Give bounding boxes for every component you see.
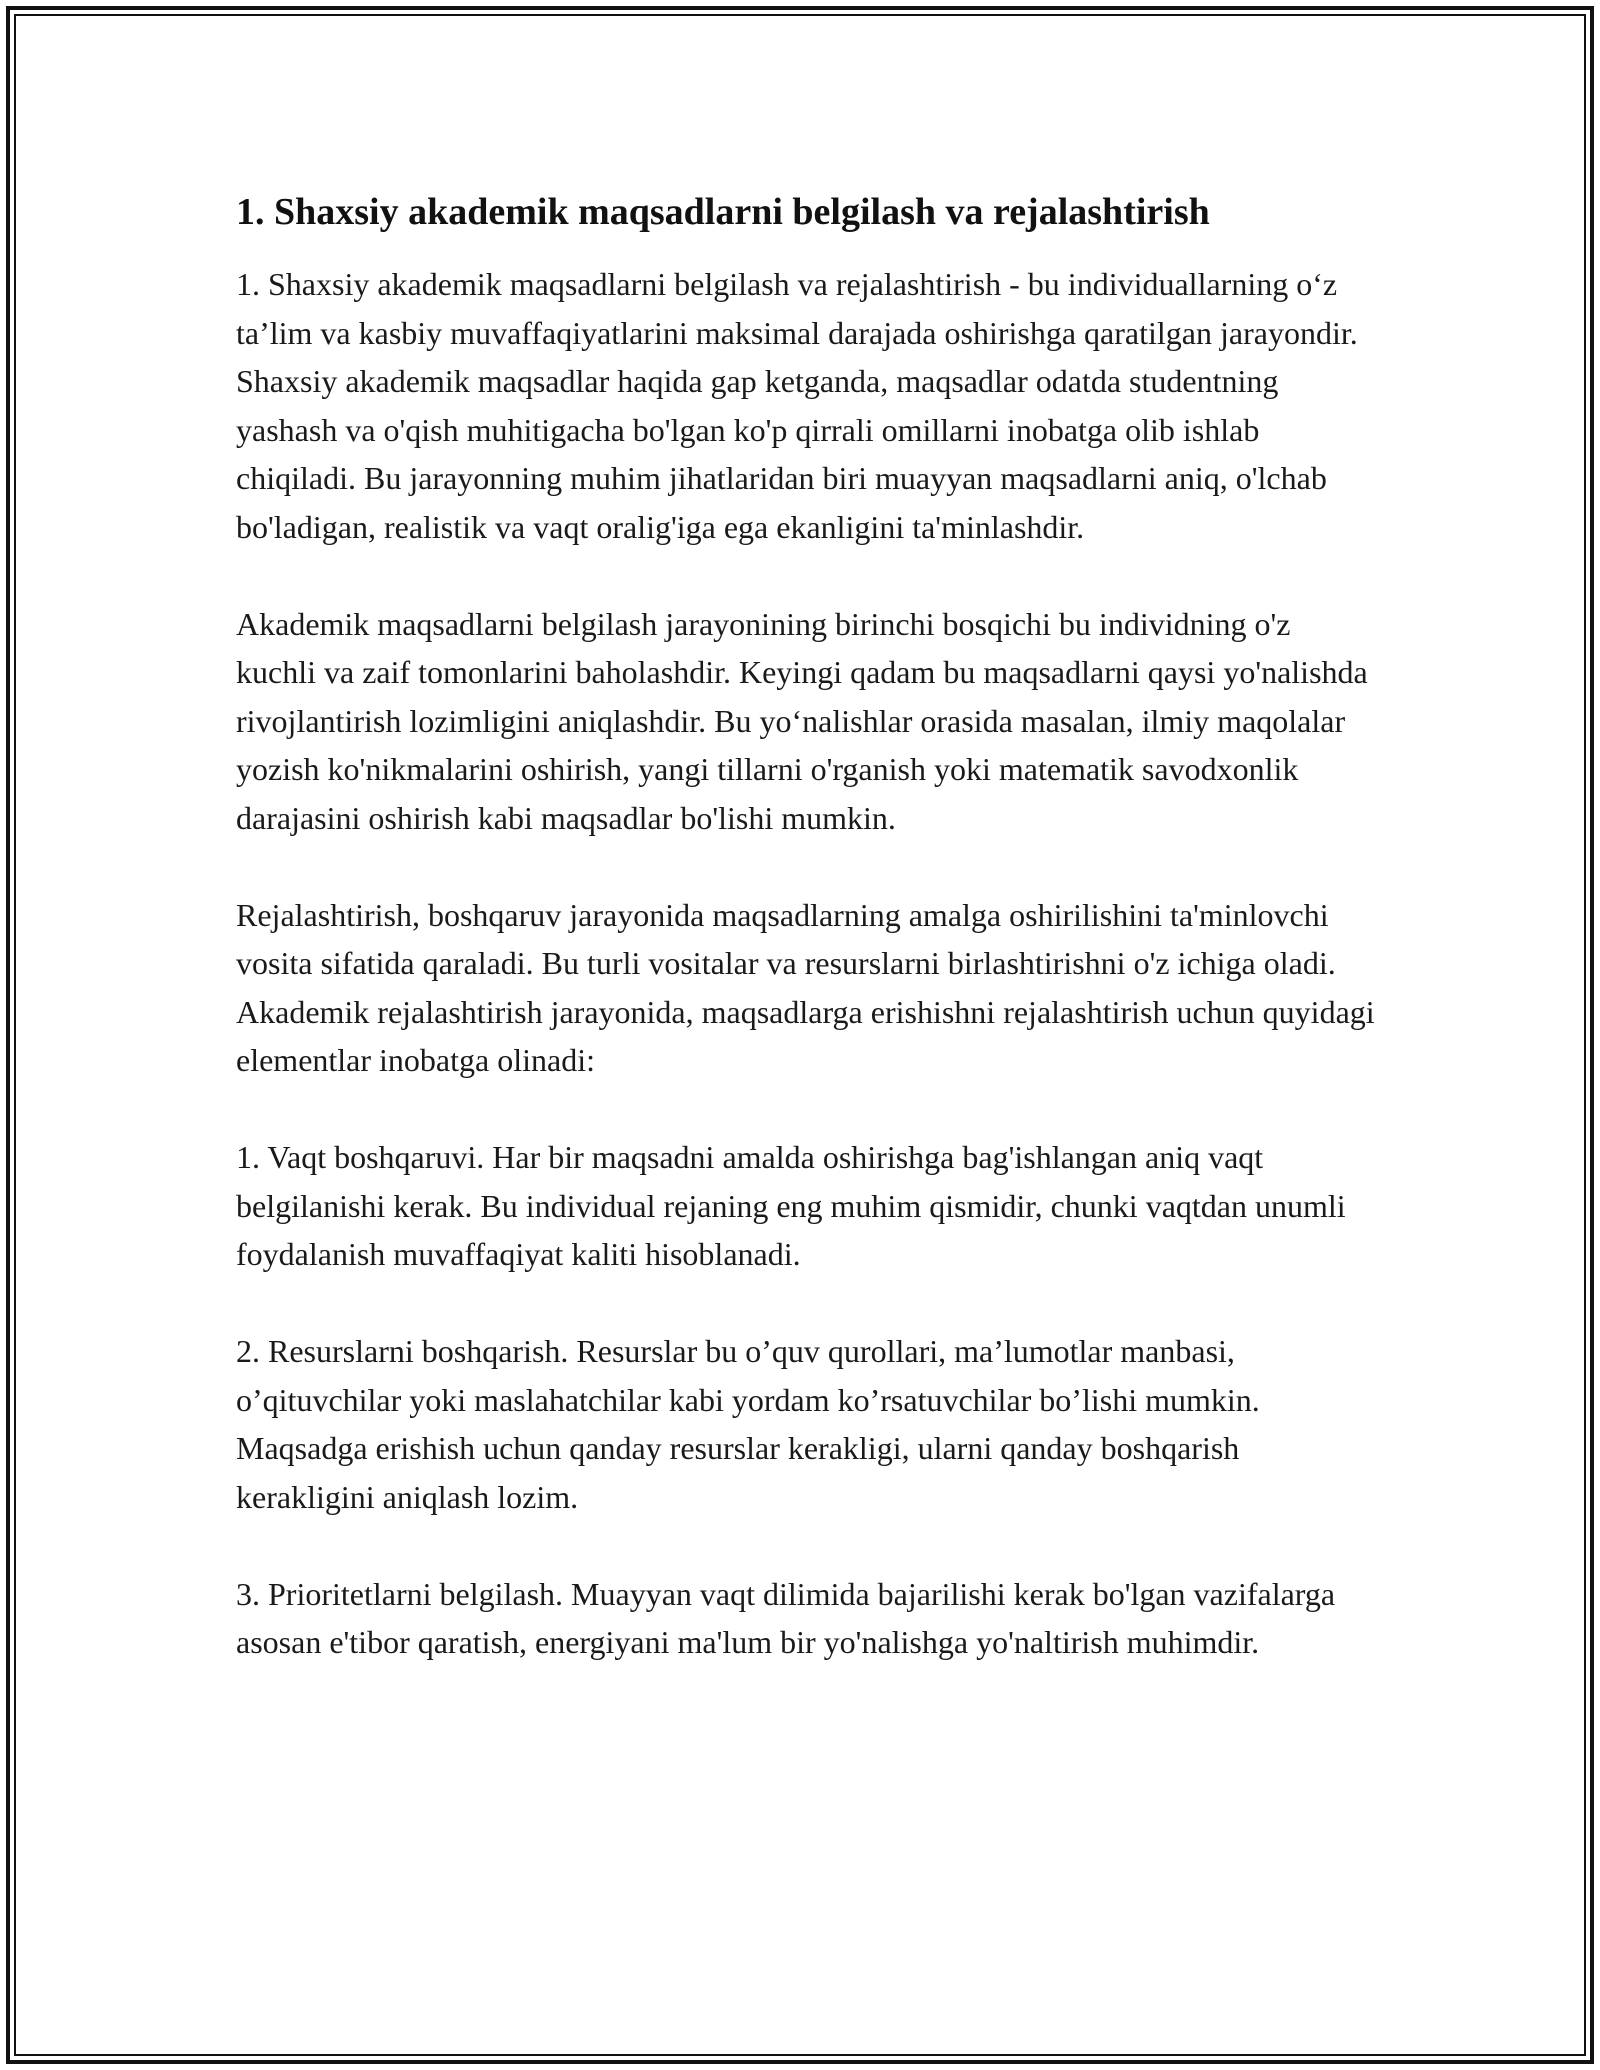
paragraph-goal-setting: Akademik maqsadlarni belgilash jarayonining birinchi bosqichi bu individning o'z kuchli va zaif tomonlarini baholashdir. Keyingi qadam bu maqsadlarni qaysi yo'nalishda rivojlantirish lozimligini aniqlashdir. Bu yo‘nalishlar orasida masalan, ilmiy maqolalar yozish ko'nikmalarini oshirish, yangi tillarni o'rganish yoki matematik savodxonlik darajasini oshirish kabi maqsadlar bo'lishi mumkin. [236,605,1368,836]
paragraph-planning: Rejalashtirish, boshqaruv jarayonida maqsadlarning amalga oshirilishini ta'minlovchi vosita sifatida qaraladi. Bu turli vositalar va resurslarni birlashtirishni o'z ichiga oladi. Akademik rejalashtirish jarayonida, maqsadlarga erishishni rejalashtirish uchun quyidagi elementlar inobatga olinadi: [236,896,1375,1078]
paragraph-priorities: 3. Prioritetlarni belgilash. Muayyan vaqt dilimida bajarilishi kerak bo'lgan vazifalarga asosan e'tibor qaratish, energiyani ma'lum bir yo'nalishga yo'naltirish muhimdir. [236,1575,1336,1660]
document-page [236,186,1376,1667]
document-title: 1. Shaxsiy akademik maqsadlarni belgilash va rejalashtirish [236,191,1210,233]
paragraph-time-management: 1. Vaqt boshqaruvi. Har bir maqsadni amalda oshirishga bag'ishlangan aniq vaqt belgilanishi kerak. Bu individual rejaning eng muhim qismidir, chunki vaqtdan unumli foydalanish muvaffaqiyat kaliti hisoblanadi. [236,1139,1346,1272]
paragraph-intro: 1. Shaxsiy akademik maqsadlarni belgilash va rejalashtirish - bu individuallarning o‘z ta’lim va kasbiy muvaffaqiyatlarini maksimal darajada oshirishga qaratilgan jarayondir. Shaxsiy akademik maqsadlar haqida gap ketganda, maqsadlar odatda studentning yashash va o'qish muhitigacha bo'lgan ko'p qirrali omillarni inobatga olib ishlab chiqiladi. Bu jarayonning muhim jihatlaridan biri muayyan maqsadlarni aniq, o'lchab bo'ladigan, realistik va vaqt oralig'iga ega ekanligini ta'minlashdir. [236,266,1358,545]
paragraph-resource-management: 2. Resurslarni boshqarish. Resurslar bu o’quv qurollari, ma’lumotlar manbasi, o’qituvchilar yoki maslahatchilar kabi yordam ko’rsatuvchilar bo’lishi mumkin. Maqsadga erishish uchun qanday resurslar kerakligi, ularni qanday boshqarish kerakligini aniqlash lozim. [236,1333,1260,1515]
